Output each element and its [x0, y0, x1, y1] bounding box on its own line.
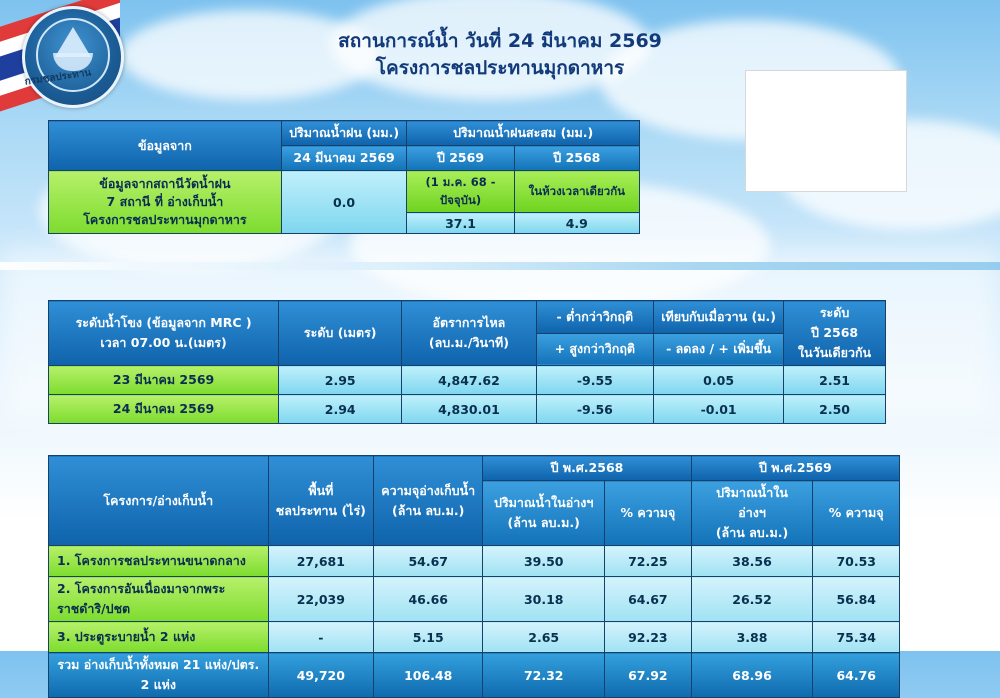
blank-image-placeholder: [745, 70, 907, 192]
res-col-vol-cur-line3: (ล้าน ลบ.ม.): [715, 525, 789, 540]
rain-sub-year-cur: ปี 2569: [407, 146, 514, 171]
res-row-vol-prev: 30.18: [483, 577, 605, 622]
res-row-project: 2. โครงการอันเนื่องมาจากพระราชดำริ/ปชต: [49, 577, 269, 622]
res-col-capacity-line1: ความจุอ่างเก็บน้ำ: [381, 482, 476, 498]
res-total-label: รวม อ่างเก็บน้ำทั้งหมด 21 แห่ง/ปตร. 2 แห่ง: [49, 653, 269, 698]
res-row-pct-prev: 92.23: [605, 622, 692, 653]
res-row-pct-prev: 72.25: [605, 546, 692, 577]
res-col-area: [268, 456, 374, 546]
mekong-col-critical-bottom: + สูงกว่าวิกฤติ: [536, 333, 653, 366]
table-row: [49, 366, 886, 395]
res-total-pct-cur: 64.76: [813, 653, 900, 698]
res-col-year-prev: ปี พ.ศ.2568: [483, 456, 691, 481]
mekong-col-critical-top: - ต่ำกว่าวิกฤติ: [536, 301, 653, 334]
mekong-row-compare: 0.05: [654, 366, 784, 395]
mekong-col-station-line2: เวลา 07.00 น.(เมตร): [100, 335, 227, 350]
mekong-row-critical: -9.56: [536, 395, 653, 424]
page-title-line2: โครงการชลประทานมุกดาหาร: [375, 57, 625, 79]
mekong-row-level: 2.94: [279, 395, 402, 424]
mekong-col-flow: [402, 301, 536, 366]
res-row-capacity: 5.15: [374, 622, 483, 653]
rainfall-table: [48, 120, 640, 234]
res-row-vol-prev: 39.50: [483, 546, 605, 577]
res-total-vol-prev: 72.32: [483, 653, 605, 698]
res-row-capacity: 46.66: [374, 577, 483, 622]
seal-label: กรมชลประทาน: [24, 67, 92, 88]
horizon-line: [0, 262, 1000, 270]
mekong-col-prev-line1: ระดับ: [819, 305, 850, 320]
rain-note-prev: ในห้วงเวลาเดียวกัน: [514, 171, 639, 213]
rain-note-cur: (1 ม.ค. 68 - ปัจจุบัน): [407, 171, 514, 213]
mekong-col-station: [49, 301, 279, 366]
table-total-row: [49, 653, 900, 698]
res-col-vol-prev: [483, 481, 605, 546]
res-total-area: 49,720: [268, 653, 374, 698]
table-row: [49, 577, 900, 622]
mekong-row-date: 24 มีนาคม 2569: [49, 395, 279, 424]
mekong-row-flow: 4,830.01: [402, 395, 536, 424]
res-col-vol-prev-line2: (ล้าน ลบ.ม.): [507, 515, 580, 530]
rain-source-line2: 7 สถานี ที่ อ่างเก็บน้ำ: [106, 194, 224, 209]
res-col-year-cur: ปี พ.ศ.2569: [691, 456, 899, 481]
res-row-project: 1. โครงการชลประทานขนาดกลาง: [49, 546, 269, 577]
res-col-pct-cur: % ความจุ: [813, 481, 900, 546]
res-total-pct-prev: 67.92: [605, 653, 692, 698]
mekong-col-compare-bottom: - ลดลง / + เพิ่มขึ้น: [654, 333, 784, 366]
rain-col-rain: ปริมาณน้ำฝน (มม.): [281, 121, 407, 146]
res-col-vol-prev-line1: ปริมาณน้ำในอ่างฯ: [494, 495, 594, 510]
res-col-area-line2: ชลประทาน (ไร่): [275, 502, 366, 518]
rain-source-line3: โครงการชลประทานมุกดาหาร: [83, 212, 247, 227]
mekong-col-prev-line3: ในวันเดียวกัน: [798, 345, 872, 360]
mekong-row-level: 2.95: [279, 366, 402, 395]
res-col-area-line1: พื้นที่: [308, 482, 334, 498]
res-col-project: โครงการ/อ่างเก็บน้ำ: [49, 456, 269, 546]
rain-col-source: ข้อมูลจาก: [49, 121, 282, 171]
mekong-col-level: ระดับ (เมตร): [279, 301, 402, 366]
res-row-pct-prev: 64.67: [605, 577, 692, 622]
res-col-vol-cur-line2: อ่างฯ: [738, 505, 766, 520]
res-row-vol-cur: 3.88: [691, 622, 813, 653]
res-row-pct-cur: 75.34: [813, 622, 900, 653]
mekong-row-prev: 2.50: [784, 395, 886, 424]
rain-value-today: 0.0: [281, 171, 407, 234]
rain-col-accum: ปริมาณน้ำฝนสะสม (มม.): [407, 121, 640, 146]
res-row-area: -: [268, 622, 374, 653]
rain-row-source: [49, 171, 282, 234]
rain-sub-date: 24 มีนาคม 2569: [281, 146, 407, 171]
res-col-pct-prev: % ความจุ: [605, 481, 692, 546]
mekong-level-table: [48, 300, 886, 424]
mekong-row-date: 23 มีนาคม 2569: [49, 366, 279, 395]
mekong-col-flow-line1: อัตราการไหล: [432, 315, 506, 330]
res-row-vol-cur: 38.56: [691, 546, 813, 577]
rain-sub-year-prev: ปี 2568: [514, 146, 639, 171]
table-row: [49, 395, 886, 424]
res-col-capacity: [374, 456, 483, 546]
rain-value-prev: 4.9: [514, 213, 639, 234]
res-row-project: 3. ประตูระบายน้ำ 2 แห่ง: [49, 622, 269, 653]
res-row-vol-prev: 2.65: [483, 622, 605, 653]
res-row-pct-cur: 56.84: [813, 577, 900, 622]
res-total-vol-cur: 68.96: [691, 653, 813, 698]
mekong-col-prev-year: [784, 301, 886, 366]
mekong-row-prev: 2.51: [784, 366, 886, 395]
res-col-vol-cur-line1: ปริมาณน้ำใน: [716, 485, 788, 500]
res-col-capacity-line2: (ล้าน ลบ.ม.): [392, 502, 465, 518]
rain-value-cur: 37.1: [407, 213, 514, 234]
reservoir-table: [48, 455, 900, 698]
mekong-col-flow-line2: (ลบ.ม./วินาที): [428, 335, 510, 350]
mekong-row-compare: -0.01: [654, 395, 784, 424]
res-row-capacity: 54.67: [374, 546, 483, 577]
page-title-line1: สถานการณ์น้ำ วันที่ 24 มีนาคม 2569: [338, 30, 662, 52]
mekong-col-compare-top: เทียบกับเมื่อวาน (ม.): [654, 301, 784, 334]
rain-source-line1: ข้อมูลจากสถานีวัดน้ำฝน: [99, 176, 231, 191]
res-col-vol-cur: [691, 481, 813, 546]
table-row: [49, 546, 900, 577]
mekong-row-critical: -9.55: [536, 366, 653, 395]
res-row-pct-cur: 70.53: [813, 546, 900, 577]
res-total-capacity: 106.48: [374, 653, 483, 698]
mekong-col-station-line1: ระดับน้ำโขง (ข้อมูลจาก MRC ): [75, 315, 252, 330]
table-row: [49, 622, 900, 653]
res-row-area: 22,039: [268, 577, 374, 622]
res-row-area: 27,681: [268, 546, 374, 577]
mekong-col-prev-line2: ปี 2568: [811, 325, 859, 340]
mekong-row-flow: 4,847.62: [402, 366, 536, 395]
res-row-vol-cur: 26.52: [691, 577, 813, 622]
